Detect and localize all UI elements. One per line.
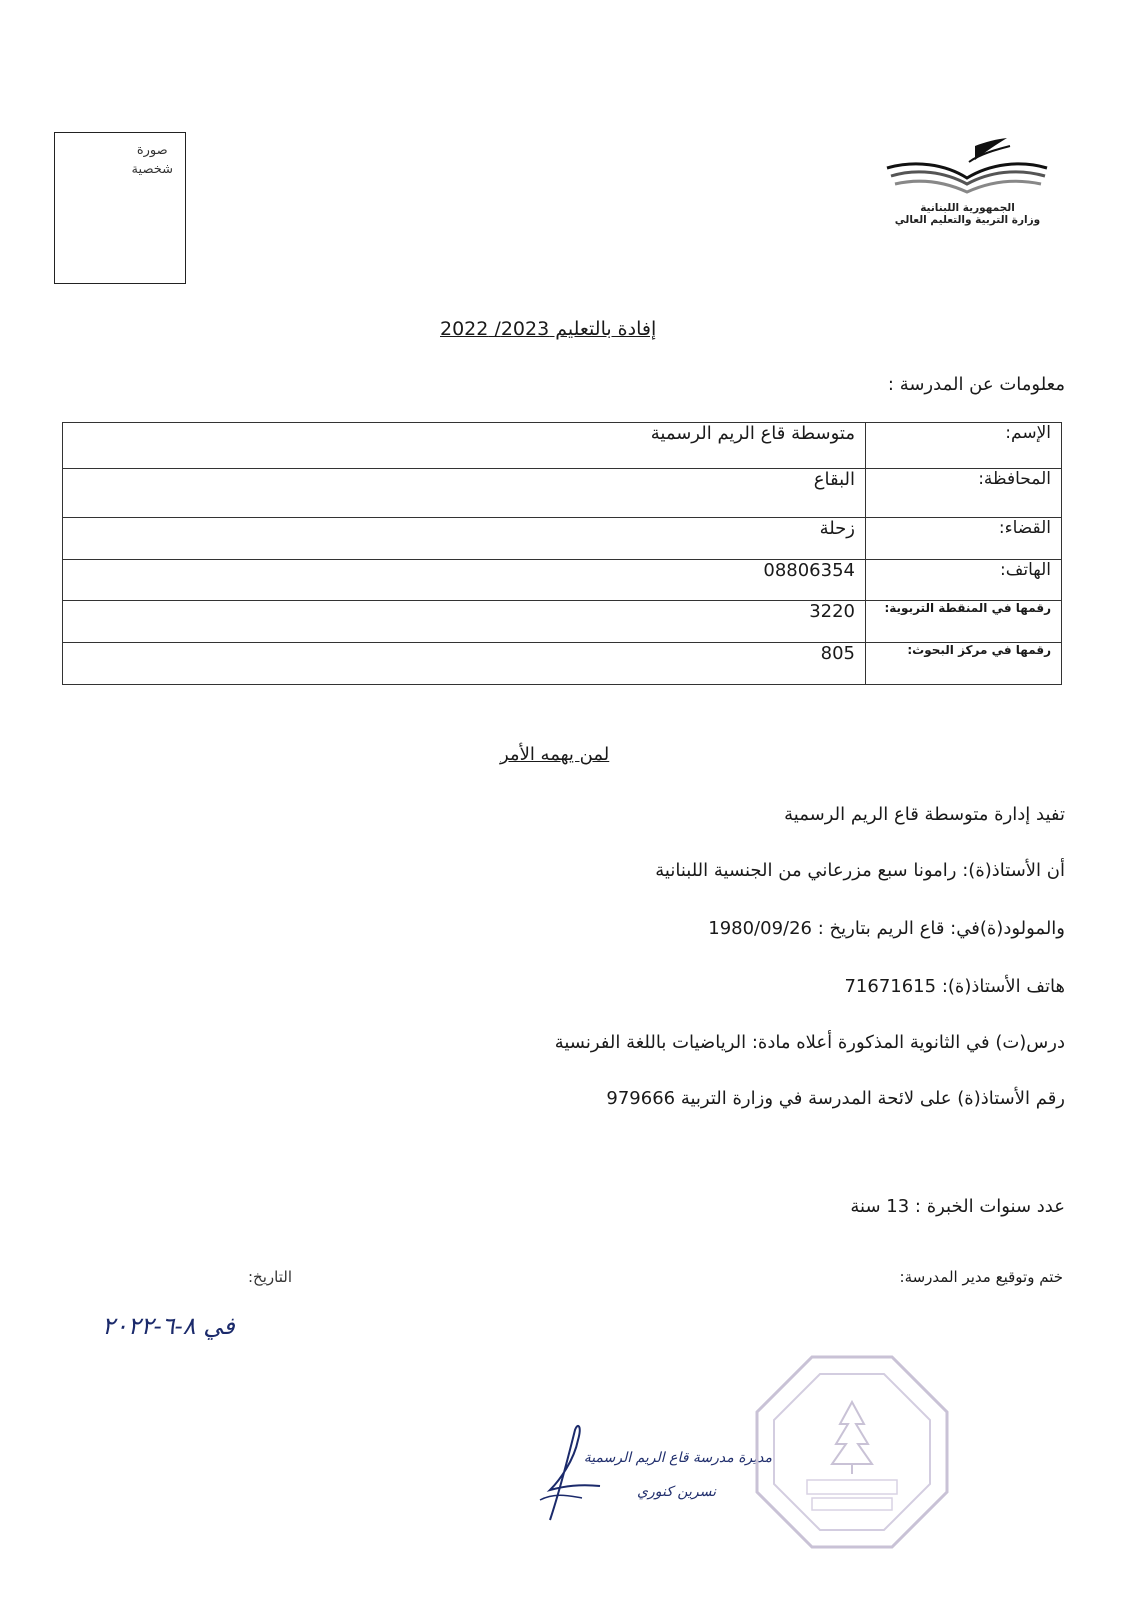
photo-box-label: صورة شخصية [131,143,173,177]
table-row [63,560,1062,601]
governorate-value: البقاع [63,469,866,518]
registry-number: 979666 [606,1088,676,1109]
governorate-label: المحافظة: [866,469,1062,518]
stamp-signature-label: ختم وتوقيع مدير المدرسة: [899,1268,1063,1286]
phone-label: الهاتف: [866,560,1062,601]
signature-name: نسرين كنوري [637,1484,716,1500]
school-name-label: الإسم: [866,423,1062,469]
table-row [63,518,1062,560]
table-row [63,601,1062,643]
statement-line-registry [606,1088,1065,1109]
teacher-label: أن الأستاذ(ة): [962,860,1065,881]
logo-ministry-text: وزارة التربية والتعليم العالي [894,214,1041,226]
statement-line-teacher [655,860,1065,881]
table-row [63,469,1062,518]
handwritten-date: في ٨-٦-٢٠٢٢ [102,1312,235,1340]
experience-value: 13 سنة [850,1196,910,1217]
teacher-phone-value: 71671615 [844,976,937,997]
phone-value: 08806354 [63,560,866,601]
school-name-value: متوسطة قاع الريم الرسمية [63,423,866,469]
educational-zone-number-label: رقمها في المنقطة التربوية: [866,601,1062,643]
logo-republic-text: الجمهورية اللبنانية [920,202,1015,214]
registry-label: رقم الأستاذ(ة) على لائحة المدرسة في وزارة التربية [680,1088,1065,1109]
personal-photo-box [54,132,186,284]
open-book-quill-icon [885,138,1050,200]
statement-line-administration: تفيد إدارة متوسطة قاع الريم الرسمية [784,804,1065,825]
to-whom-heading: لمن يهمه الأمر [500,744,610,765]
statement-line-birth [708,918,1065,939]
educational-zone-number-value: 3220 [63,601,866,643]
teacher-phone-label: هاتف الأستاذ(ة): [941,976,1065,997]
school-info-heading: معلومات عن المدرسة : [887,374,1065,395]
statement-line-teacher-phone [844,976,1065,997]
official-seal [752,1352,952,1552]
signature-title: مديرة مدرسة قاع الريم الرسمية [583,1450,772,1466]
teacher-name-nationality: رامونا سبع مزرعاني من الجنسية اللبنانية [655,860,957,881]
signature-scribble-icon [530,1420,650,1530]
cedar-seal-icon [752,1352,952,1552]
ministry-logo [880,138,1055,226]
birth-date: 1980/09/26 [708,918,812,939]
research-center-number-label: رقمها في مركز البحوث: [866,643,1062,685]
birth-label: والمولود(ة)في: قاع الريم بتاريخ : [817,918,1065,939]
table-row [63,643,1062,685]
table-row [63,423,1062,469]
statement-line-subject: درس(ت) في الثانوية المذكورة أعلاه مادة: الرياضيات باللغة الفرنسية [554,1032,1065,1053]
district-label: القضاء: [866,518,1062,560]
document-title: إفادة بالتعليم 2023/ 2022 [440,318,657,340]
statement-line-experience [850,1196,1065,1217]
principal-signature [530,1420,780,1530]
experience-label: عدد سنوات الخبرة : [914,1196,1065,1217]
date-label: التاريخ: [248,1268,292,1286]
school-info-table [62,422,1062,685]
district-value: زحلة [63,518,866,560]
research-center-number-value: 805 [63,643,866,685]
